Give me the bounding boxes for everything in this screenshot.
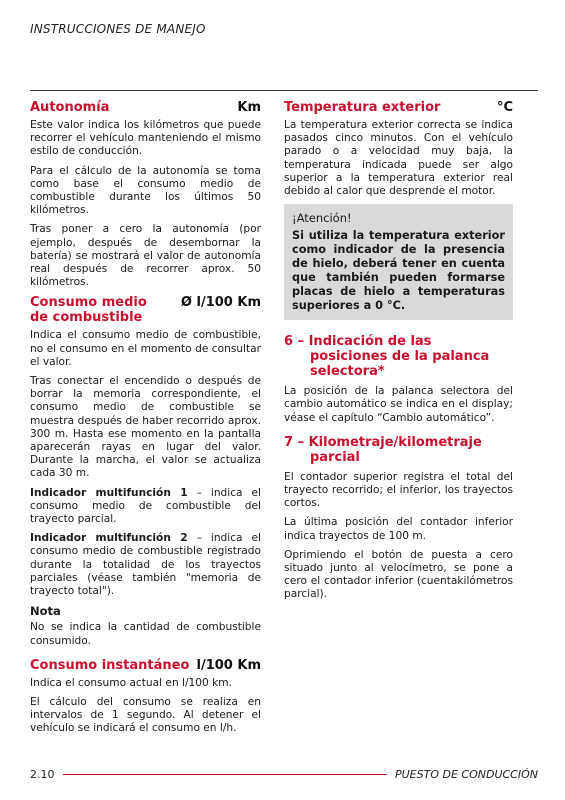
consumo-instantaneo-title: Consumo instantáneo [30, 657, 190, 673]
autonomia-title: Autonomía [30, 100, 110, 115]
section-6-heading: 6 – Indicación de las posiciones de la palanca selectora* [284, 334, 490, 380]
temperatura-title: Temperatura exterior [284, 100, 441, 115]
paragraph: El cálculo del consumo se realiza en intervalos de 1 segundo. Al detener el vehículo se indicará el consumo en l/h. [30, 695, 261, 735]
paragraph: El contador superior registra el total del trayecto recorrido; el inferior, los trayectos cortos. [284, 470, 513, 510]
paragraph: Este valor indica los kilómetros que puede recorrer el vehículo manteniendo el mismo estilo de conducción. [30, 119, 261, 158]
nota-title: Nota [30, 604, 61, 619]
consumo-medio-unit: Ø l/100 Km [180, 295, 261, 311]
chapter-title: PUESTO DE CONDUCCIÓN [395, 768, 538, 781]
consumo-medio-heading [30, 295, 261, 325]
nota-text: No se indica la cantidad de combustible consumido. [30, 621, 261, 647]
footer-rule [63, 774, 388, 775]
left-column [30, 100, 261, 742]
paragraph: Tras poner a cero la autonomía (por ejemplo, después de desembornar la batería) se mostrará el valor de autonomía real después de recorrer aprox. 50 kilómetros. [30, 223, 261, 289]
autonomia-heading [30, 100, 261, 115]
temperatura-heading [284, 100, 513, 115]
paragraph: Tras conectar el encendido o después de borrar la memoria correspondiente, el consumo medio de combustible se muestra después de haber recorrido aprox. 300 m. Hasta ese momento en la pantalla aparecerán rayas en lugar del valor. Durante la marcha, el valor se actualiza cada 30 m. [30, 375, 261, 480]
page-footer [30, 768, 538, 781]
paragraph: La posición de la palanca selectora del cambio automático se indica en el display; véase el capítulo “Cambio automático”. [284, 385, 513, 424]
paragraph: Para el cálculo de la autonomía se toma como base el consumo medio de combustible durante los últimos 50 kilómetros. [30, 164, 261, 217]
consumo-medio-title: Consumo medio de combustible [30, 295, 147, 326]
page-number: 2.10 [30, 768, 55, 781]
autonomia-unit: Km [237, 100, 261, 115]
temperatura-unit: °C [496, 100, 513, 115]
running-header: INSTRUCCIONES DE MANEJO [30, 22, 206, 36]
right-column [284, 100, 513, 608]
indicador-2-paragraph [30, 532, 261, 598]
paragraph: Indica el consumo actual en l/100 km. [30, 676, 232, 689]
warning-title: ¡Atención! [292, 211, 352, 226]
paragraph: La temperatura exterior correcta se indica pasados cinco minutos. Con el vehículo parado o a velocidad muy baja, la temperatura indicada puede ser algo superior a la temperatura exterior real debido al calor que desprende el motor. [284, 119, 513, 198]
warning-text: Si utiliza la temperatura exterior como indicador de la presencia de hielo, deberá tener en cuenta que también pueden formarse placas de hielo a temperaturas superiores a 0 °C. [292, 229, 505, 313]
paragraph: La última posición del contador inferior indica trayectos de 100 m. [284, 516, 513, 542]
paragraph: Indica el consumo medio de combustible, no el consumo en el momento de consultar el valor. [30, 329, 261, 368]
indicador-1-paragraph [30, 487, 261, 527]
paragraph: Oprimiendo el botón de puesta a cero situado junto al velocímetro, se pone a cero el contador inferior (cuentakilómetros parcial). [284, 548, 513, 601]
consumo-instantaneo-heading [30, 658, 261, 673]
indicador-2-text: – indica el consumo medio de combustible registrado durante la totalidad de los trayectos parciales (véase también "memoria de trayecto total"). [30, 532, 261, 598]
indicador-1-label: Indicador multifunción 1 [30, 486, 188, 499]
warning-box [284, 204, 513, 320]
consumo-instantaneo-unit: l/100 Km [196, 657, 261, 673]
header-rule [30, 90, 538, 91]
indicador-2-label: Indicador multifunción 2 [30, 532, 188, 545]
indicador-1-text: – indica el consumo medio de combustible del trayecto parcial. [30, 486, 261, 526]
section-7-heading: 7 – Kilometraje/kilometraje parcial [284, 434, 482, 465]
